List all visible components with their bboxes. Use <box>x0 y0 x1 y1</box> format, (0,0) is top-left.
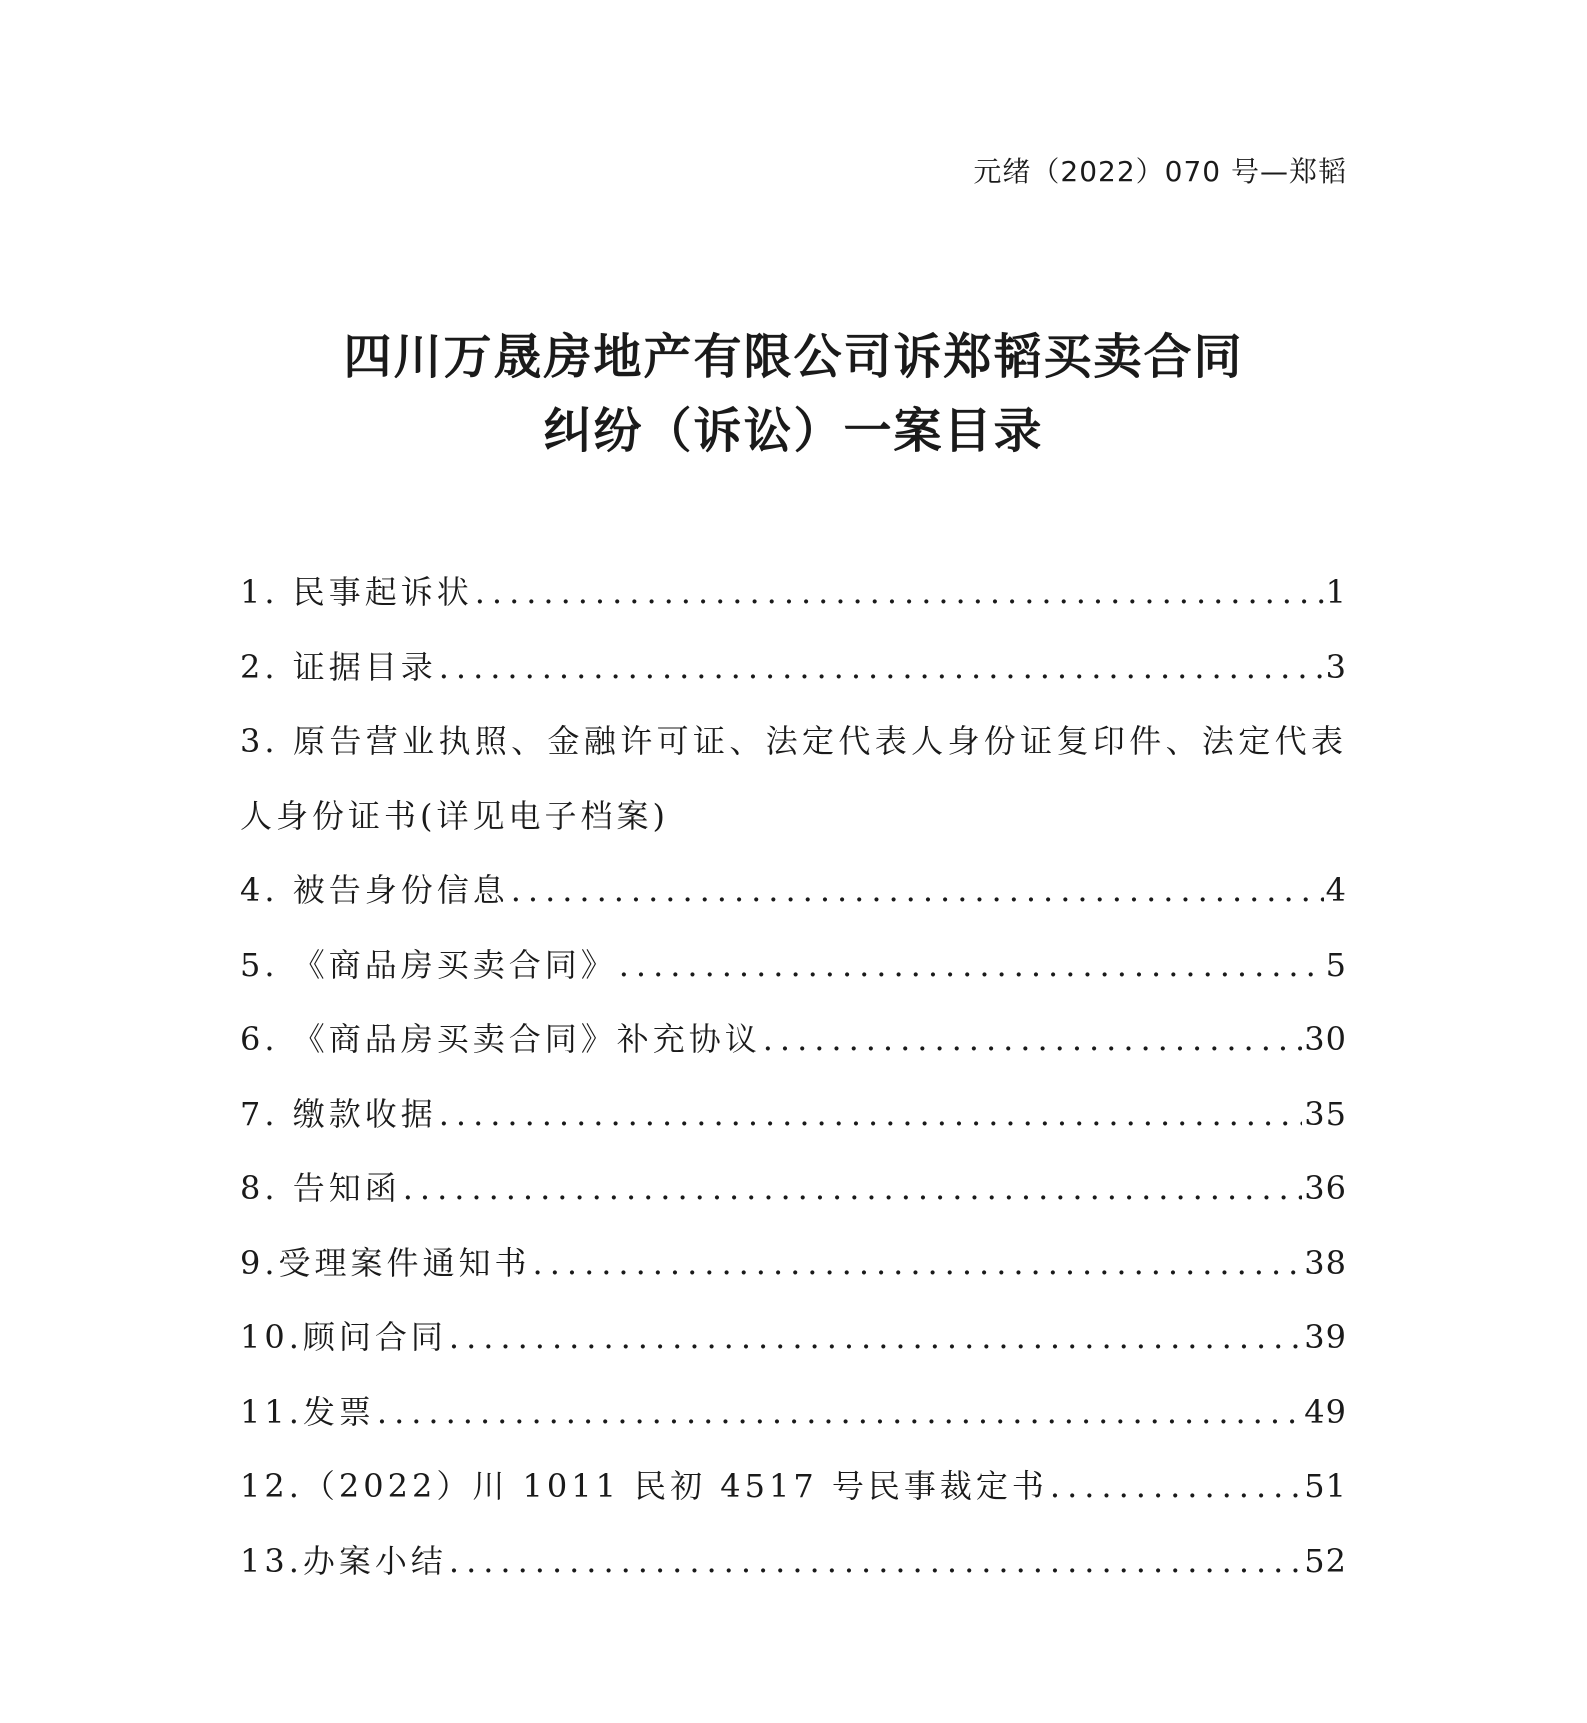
toc-dot-leader <box>439 630 1324 705</box>
toc-entry-label: 4. 被告身份信息 <box>240 871 509 909</box>
toc-entry <box>240 853 1347 928</box>
toc-entry-label: 2. 证据目录 <box>240 647 437 686</box>
toc-dot-leader <box>377 1375 1302 1450</box>
toc-entry <box>240 1524 1347 1599</box>
toc-entry-label: 人身份证书(详见电子档案) <box>240 796 669 835</box>
document-title-line-2: 纠纷（诉讼）一案目录 <box>543 403 1044 459</box>
toc-entry-label: 5. 《商品房买卖合同》 <box>240 945 617 984</box>
toc-entry-label: 8. 告知函 <box>240 1169 401 1207</box>
toc-entry-page: 39 <box>1304 1318 1347 1356</box>
toc-entry <box>240 1449 1347 1524</box>
toc-entry-page: 51 <box>1304 1467 1347 1505</box>
toc-entry <box>240 1002 1347 1077</box>
toc-entry-label: 10.顾问合同 <box>240 1318 447 1356</box>
toc-entry-page: 36 <box>1304 1169 1347 1207</box>
toc-entry <box>240 1300 1347 1375</box>
toc-entry <box>240 1226 1347 1301</box>
toc-dot-leader <box>439 1077 1303 1152</box>
toc-entry <box>240 1151 1347 1226</box>
table-of-contents <box>240 555 1347 1598</box>
toc-dot-leader <box>763 1002 1303 1077</box>
toc-entry <box>240 1077 1347 1152</box>
toc-entry-page: 35 <box>1304 1094 1347 1133</box>
toc-entry-label: 7. 缴款收据 <box>240 1094 437 1133</box>
toc-entry-page: 52 <box>1304 1541 1347 1580</box>
toc-entry-label: 13.办案小结 <box>240 1541 447 1580</box>
document-reference-number: 元绪（2022）070 号—郑韬 <box>973 155 1347 188</box>
toc-dot-leader <box>449 1524 1302 1599</box>
toc-entry <box>240 928 1347 1003</box>
toc-dot-leader <box>475 555 1324 630</box>
toc-entry-label: 12.（2022）川 1011 民初 4517 号民事裁定书 <box>240 1467 1048 1505</box>
toc-entry-label: 11.发票 <box>240 1392 375 1431</box>
toc-entry-label: 1. 民事起诉状 <box>240 573 473 611</box>
toc-entry <box>240 630 1347 705</box>
toc-entry-label: 6. 《商品房买卖合同》补充协议 <box>240 1020 761 1058</box>
toc-entry-page: 38 <box>1304 1243 1347 1282</box>
toc-dot-leader <box>619 928 1324 1003</box>
toc-entry <box>240 1375 1347 1450</box>
toc-entry-page: 1 <box>1325 573 1347 611</box>
toc-dot-leader <box>403 1151 1303 1226</box>
toc-entry-continuation <box>240 779 1347 854</box>
toc-entry-page: 30 <box>1304 1020 1347 1058</box>
toc-dot-leader <box>533 1226 1303 1301</box>
toc-entry <box>240 555 1347 630</box>
toc-dot-leader <box>511 853 1324 928</box>
toc-entry-label: 3. 原告营业执照、金融许可证、法定代表人身份证复印件、法定代表 <box>240 722 1347 760</box>
toc-entry-page: 4 <box>1325 871 1347 909</box>
toc-entry-page: 3 <box>1325 647 1347 686</box>
document-title-line-1: 四川万晟房地产有限公司诉郑韬买卖合同 <box>343 329 1244 385</box>
toc-entry-page: 5 <box>1325 945 1347 984</box>
toc-entry <box>240 704 1347 779</box>
toc-dot-leader <box>1050 1449 1302 1524</box>
toc-entry-page: 49 <box>1304 1392 1347 1431</box>
toc-entry-label: 9.受理案件通知书 <box>240 1243 531 1282</box>
toc-dot-leader <box>449 1300 1302 1375</box>
